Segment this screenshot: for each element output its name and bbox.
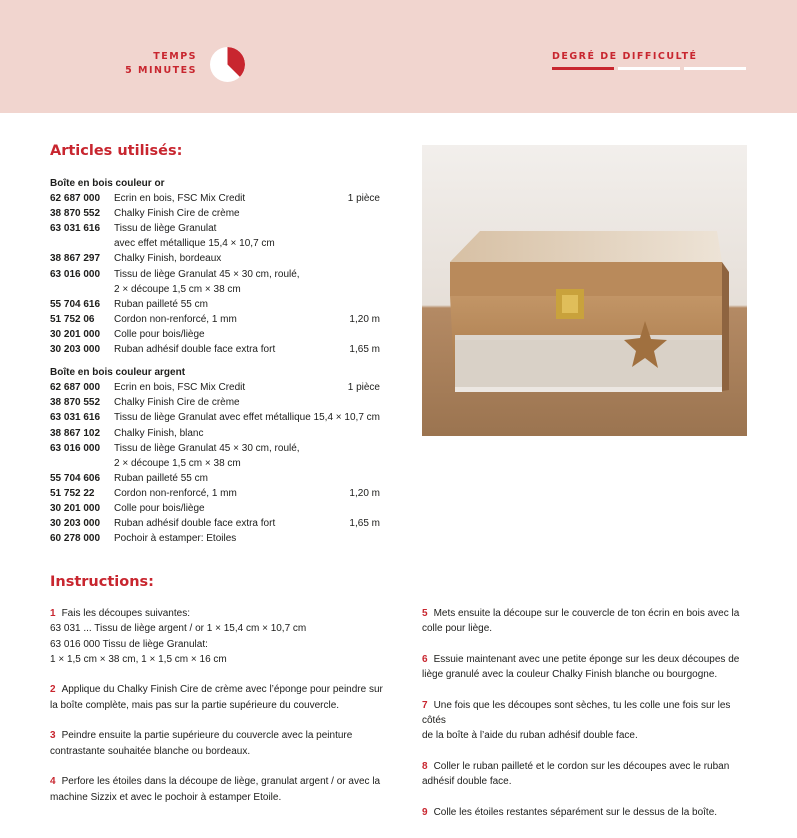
article-code xyxy=(50,456,114,471)
article-code: 38 870 552 xyxy=(50,397,101,409)
step-text: Une fois que les découpes sont sèches, tu les colle une fois sur les côtés xyxy=(422,699,731,727)
article-code: 38 867 102 xyxy=(50,427,101,439)
article-row xyxy=(50,516,380,531)
article-row xyxy=(50,342,380,357)
article-description: Tissu de liège Granulat 45 × 30 cm, roulé, xyxy=(114,442,300,454)
article-code: 38 867 297 xyxy=(50,253,101,265)
article-row xyxy=(50,221,380,236)
article-code: 55 704 616 xyxy=(50,298,101,310)
step-text: Coller le ruban pailleté et le cordon sur les découpes avec le ruban xyxy=(433,760,730,772)
step-text: Fais les découpes suivantes: xyxy=(61,608,190,619)
step-text: 63 031 ... Tissu de liège argent / or 1 × 15,4 cm × 10,7 cm xyxy=(50,623,307,635)
article-quantity xyxy=(310,206,380,221)
step-text: la boîte complète, mais pas sur la partie supérieure du couvercle. xyxy=(50,699,340,711)
article-code: 30 201 000 xyxy=(50,502,101,514)
article-code: 30 203 000 xyxy=(50,518,101,530)
article-description: Chalky Finish, blanc xyxy=(114,427,204,439)
instructions-left-column xyxy=(50,606,390,820)
article-description: Tissu de liège Granulat xyxy=(114,223,217,235)
article-quantity: 1 pièce xyxy=(347,193,380,205)
article-code: 51 752 06 xyxy=(50,313,95,325)
article-code: 62 687 000 xyxy=(50,193,101,205)
article-description: Tissu de liège Granulat 45 × 30 cm, roulé, xyxy=(114,268,300,280)
step-number: 4 xyxy=(50,776,56,788)
instruction-step xyxy=(50,728,390,759)
articles-list xyxy=(50,176,380,546)
article-code: 60 278 000 xyxy=(50,533,101,545)
step-number: 2 xyxy=(50,684,56,696)
article-code: 63 016 000 xyxy=(50,442,101,454)
article-row xyxy=(50,501,380,516)
time-value: 5 MINUTES xyxy=(125,65,197,76)
step-number: 1 xyxy=(50,608,56,619)
article-description: 2 × découpe 1,5 cm × 38 cm xyxy=(114,457,241,469)
article-description: 2 × découpe 1,5 cm × 38 cm xyxy=(114,283,241,295)
product-photo xyxy=(422,145,747,436)
instructions-right-column xyxy=(422,606,752,835)
step-text: de la boîte à l’aide du ruban adhésif double face. xyxy=(422,730,638,742)
step-number: 9 xyxy=(422,806,428,818)
step-text: machine Sizzix et avec le pochoir à estamper Etoile. xyxy=(50,791,282,803)
instruction-step xyxy=(50,774,390,805)
step-text: 63 016 000 Tissu de liège Granulat: xyxy=(50,638,208,650)
article-quantity: 1,65 m xyxy=(349,518,380,530)
step-text: Perfore les étoiles dans la découpe de liège, granulat argent / or avec la xyxy=(61,776,381,788)
instruction-step xyxy=(422,606,752,637)
article-row xyxy=(50,426,380,441)
step-number: 8 xyxy=(422,760,428,772)
article-row xyxy=(50,531,380,546)
step-text: Colle les étoiles restantes séparément sur le dessus de la boîte. xyxy=(433,806,718,818)
instruction-step xyxy=(422,759,752,790)
article-quantity: 1,65 m xyxy=(349,344,380,356)
article-row xyxy=(50,380,380,395)
article-quantity xyxy=(310,531,380,546)
instruction-step xyxy=(422,698,752,744)
article-quantity xyxy=(310,282,380,297)
article-quantity: 1,20 m xyxy=(349,487,380,499)
step-text: liège granulé avec la couleur Chalky Finish blanche ou bourgogne. xyxy=(422,669,718,681)
time-label: TEMPS xyxy=(153,51,197,62)
article-description: Ruban adhésif double face extra fort xyxy=(114,344,276,356)
article-row xyxy=(50,206,380,221)
article-row xyxy=(50,191,380,206)
step-number: 7 xyxy=(422,699,428,711)
article-quantity xyxy=(310,267,380,282)
article-quantity xyxy=(310,395,380,410)
instruction-step xyxy=(422,805,752,820)
article-code xyxy=(50,236,114,251)
step-number: 5 xyxy=(422,608,428,619)
article-row xyxy=(50,395,380,410)
article-row xyxy=(50,267,380,282)
difficulty-segment xyxy=(684,67,746,70)
step-text: contrastante souhaitée blanche ou bordeaux. xyxy=(50,745,251,757)
article-description: Tissu de liège Granulat avec effet métallique 15,4 × 10,7 cm xyxy=(114,412,380,424)
article-description: Chalky Finish Cire de crème xyxy=(114,397,240,409)
article-description: Ruban adhésif double face extra fort xyxy=(114,518,276,530)
article-description: Ecrin en bois, FSC Mix Credit xyxy=(114,382,246,394)
group-title: Boîte en bois couleur argent xyxy=(50,367,186,379)
article-code: 30 203 000 xyxy=(50,344,101,356)
article-quantity xyxy=(310,221,380,236)
article-row xyxy=(50,282,380,297)
article-description: Ruban pailleté 55 cm xyxy=(114,472,208,484)
article-code: 63 031 616 xyxy=(50,412,101,424)
difficulty-segment xyxy=(618,67,680,70)
step-number: 3 xyxy=(50,730,56,742)
article-quantity xyxy=(310,297,380,312)
article-description: Cordon non-renforcé, 1 mm xyxy=(114,313,237,325)
header-band xyxy=(0,0,797,113)
article-row xyxy=(50,456,380,471)
step-text: Essuie maintenant avec une petite éponge sur les deux découpes de xyxy=(433,653,740,665)
article-row xyxy=(50,441,380,456)
article-code: 30 201 000 xyxy=(50,328,101,340)
article-description: Colle pour bois/liège xyxy=(114,328,205,340)
article-quantity xyxy=(310,501,380,516)
article-code: 55 704 606 xyxy=(50,472,101,484)
article-quantity xyxy=(310,236,380,251)
instruction-step xyxy=(50,682,390,713)
step-text: colle pour liège. xyxy=(422,623,493,635)
step-text: adhésif double face. xyxy=(422,776,512,788)
difficulty-segment xyxy=(552,67,614,70)
article-quantity xyxy=(310,441,380,456)
article-row xyxy=(50,297,380,312)
articles-heading: Articles utilisés: xyxy=(50,143,183,159)
article-code xyxy=(50,282,114,297)
article-quantity xyxy=(310,471,380,486)
article-row xyxy=(50,327,380,342)
article-quantity xyxy=(310,456,380,471)
article-code: 51 752 22 xyxy=(50,487,95,499)
article-description: Ruban pailleté 55 cm xyxy=(114,298,208,310)
article-description: Cordon non-renforcé, 1 mm xyxy=(114,487,237,499)
instruction-step xyxy=(422,652,752,683)
step-text: 1 × 1,5 cm × 38 cm, 1 × 1,5 cm × 16 cm xyxy=(50,653,227,665)
article-row xyxy=(50,236,380,251)
article-code: 62 687 000 xyxy=(50,382,101,394)
time-info xyxy=(125,50,197,78)
instruction-step xyxy=(50,606,390,667)
article-description: Ecrin en bois, FSC Mix Credit xyxy=(114,193,246,205)
article-description: avec effet métallique 15,4 × 10,7 cm xyxy=(114,238,275,250)
article-quantity: 1 pièce xyxy=(347,382,380,394)
article-code: 63 031 616 xyxy=(50,223,101,235)
article-description: Chalky Finish, bordeaux xyxy=(114,253,222,265)
article-quantity xyxy=(310,251,380,266)
article-quantity xyxy=(310,426,380,441)
article-row xyxy=(50,251,380,266)
step-number: 6 xyxy=(422,653,428,665)
article-quantity xyxy=(310,327,380,342)
step-text: Peindre ensuite la partie supérieure du couvercle avec la peinture xyxy=(61,730,353,742)
article-row xyxy=(50,312,380,327)
step-text: Mets ensuite la découpe sur le couvercle de ton écrin en bois avec la xyxy=(433,608,740,619)
article-row xyxy=(50,471,380,486)
article-quantity: 1,20 m xyxy=(349,313,380,325)
article-code: 63 016 000 xyxy=(50,268,101,280)
group-title: Boîte en bois couleur or xyxy=(50,178,165,189)
article-row xyxy=(50,410,380,425)
article-code: 38 870 552 xyxy=(50,208,101,220)
step-text: Applique du Chalky Finish Cire de crème avec l’éponge pour peindre sur xyxy=(61,684,383,696)
group-spacer xyxy=(50,357,380,365)
difficulty-meter xyxy=(552,67,746,70)
article-row xyxy=(50,486,380,501)
clock-icon xyxy=(210,47,245,82)
article-description: Chalky Finish Cire de crème xyxy=(114,208,240,220)
article-description: Pochoir à estamper: Etoiles xyxy=(114,533,237,545)
article-description: Colle pour bois/liège xyxy=(114,502,205,514)
difficulty-label: DEGRÉ DE DIFFICULTÉ xyxy=(552,51,698,62)
instructions-heading: Instructions: xyxy=(50,574,154,590)
